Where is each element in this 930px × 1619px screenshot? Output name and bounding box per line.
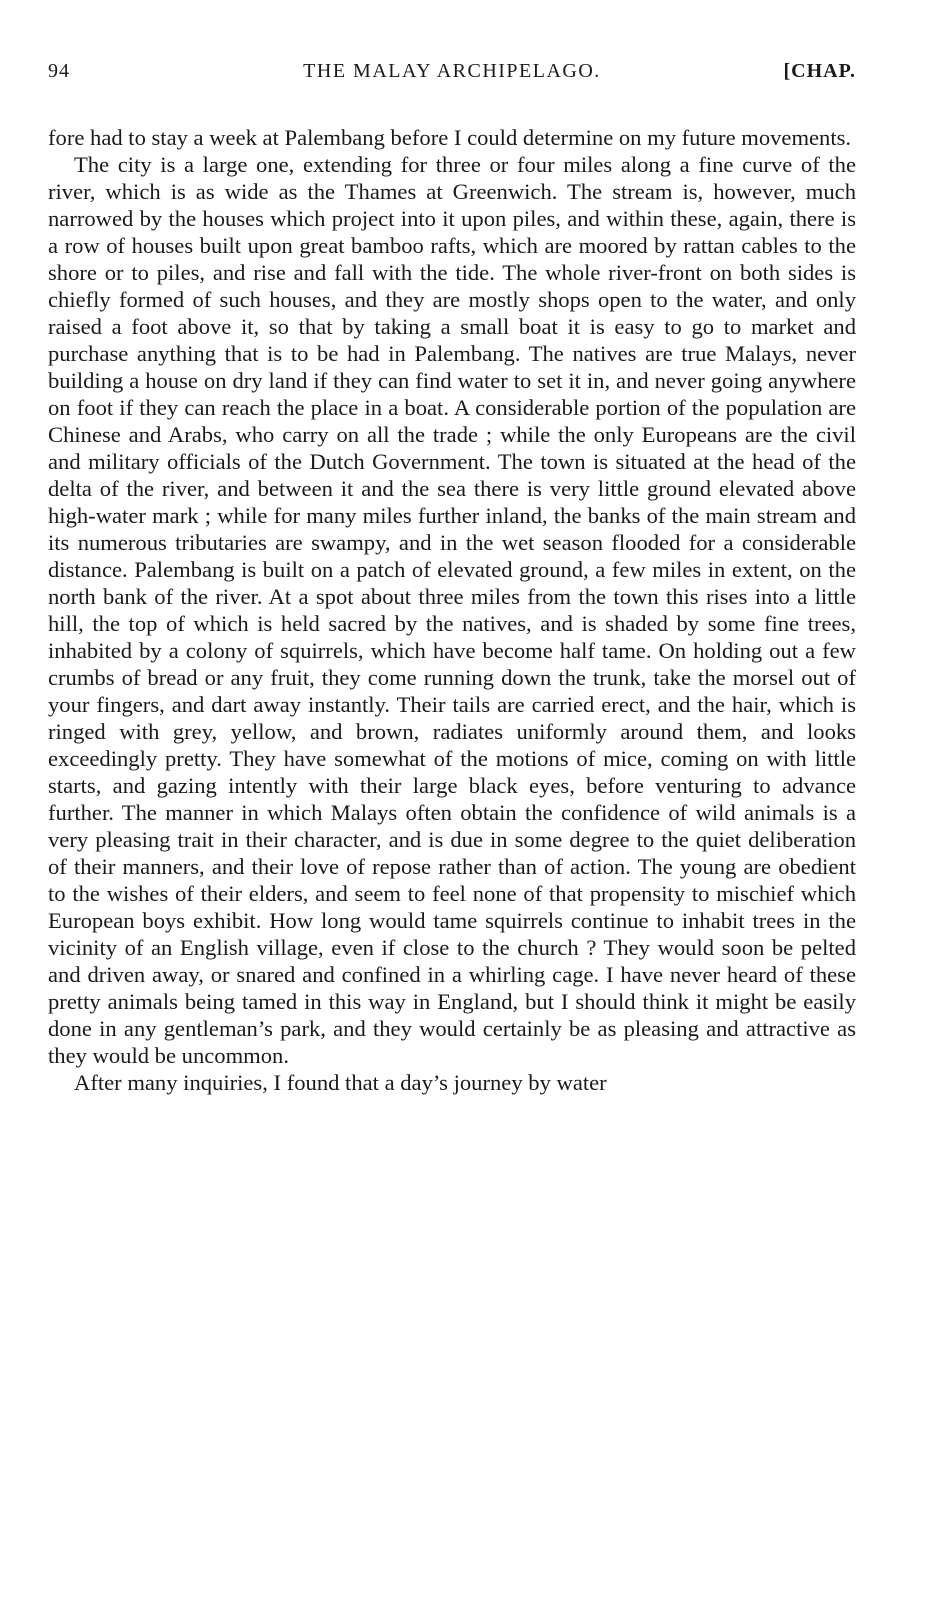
paragraph-after-inquiries: After many inquiries, I found that a day’s journey by water [74, 1070, 607, 1095]
chapter-marker: [CHAP. [783, 60, 856, 82]
running-title: THE MALAY ARCHIPELAGO. [303, 60, 601, 82]
paragraph-continued: fore had to stay a week at Palembang before I could determine on my future movements. [48, 125, 852, 150]
page-number: 94 [48, 60, 70, 82]
body-text [48, 124, 856, 1096]
paragraph-city-description: The city is a large one, extending for three or four miles along a fine curve of the river, which is as wide as the Thames at Greenwich. The stream is, however, much narrowed by the houses which project into it upon piles, and within these, again, there is a row of houses built upon great bamboo rafts, which are moored by rattan cables to the shore or to piles, and rise and fall with the tide. The whole river-front on both sides is chiefly formed of such houses, and they are mostly shops open to the water, and only raised a foot above it, so that by taking a small boat it is easy to go to market and purchase anything that is to be had in Palembang. The natives are true Malays, never building a house on dry land if they can find water to set it in, and never going anywhere on foot if they can reach the place in a boat. A considerable portion of the population are Chinese and Arabs, who carry on all the trade ; while the only Europeans are the civil and military officials of the Dutch Government. The town is situated at the head of the delta of the river, and between it and the sea there is very little ground elevated above high-water mark ; while for many miles further inland, the banks of the main stream and its numerous tributaries are swampy, and in the wet season flooded for a considerable distance. Palembang is built on a patch of elevated ground, a few miles in extent, on the north bank of the river. At a spot about three miles from the town this rises into a little hill, the top of which is held sacred by the natives, and is shaded by some fine trees, inhabited by a colony of squirrels, which have become half tame. On holding out a few crumbs of bread or any fruit, they come running down the trunk, take the morsel out of your fingers, and dart away instantly. Their tails are carried erect, and the hair, which is ringed with grey, yellow, and brown, radiates uniformly around them, and looks exceedingly pretty. They have somewhat of the motions of mice, coming on with little starts, and gazing intently with their large black eyes, before venturing to advance further. The manner in which Malays often obtain the confidence of wild animals is a very pleasing trait in their character, and is due in some degree to the quiet deliberation of their manners, and their love of repose rather than of action. The young are obedient to the wishes of their elders, and seem to feel none of that propensity to mischief which European boys exhibit. How long would tame squirrels continue to inhabit trees in the vicinity of an English village, even if close to the church ? They would soon be pelted and driven away, or snared and confined in a whirling cage. I have never heard of these pretty animals being tamed in this way in England, but I should think it might be easily done in any gentleman’s park, and they would certainly be as pleasing and attractive as they would be uncommon. [48, 152, 856, 1068]
book-page [48, 60, 856, 1096]
running-head [48, 60, 856, 90]
